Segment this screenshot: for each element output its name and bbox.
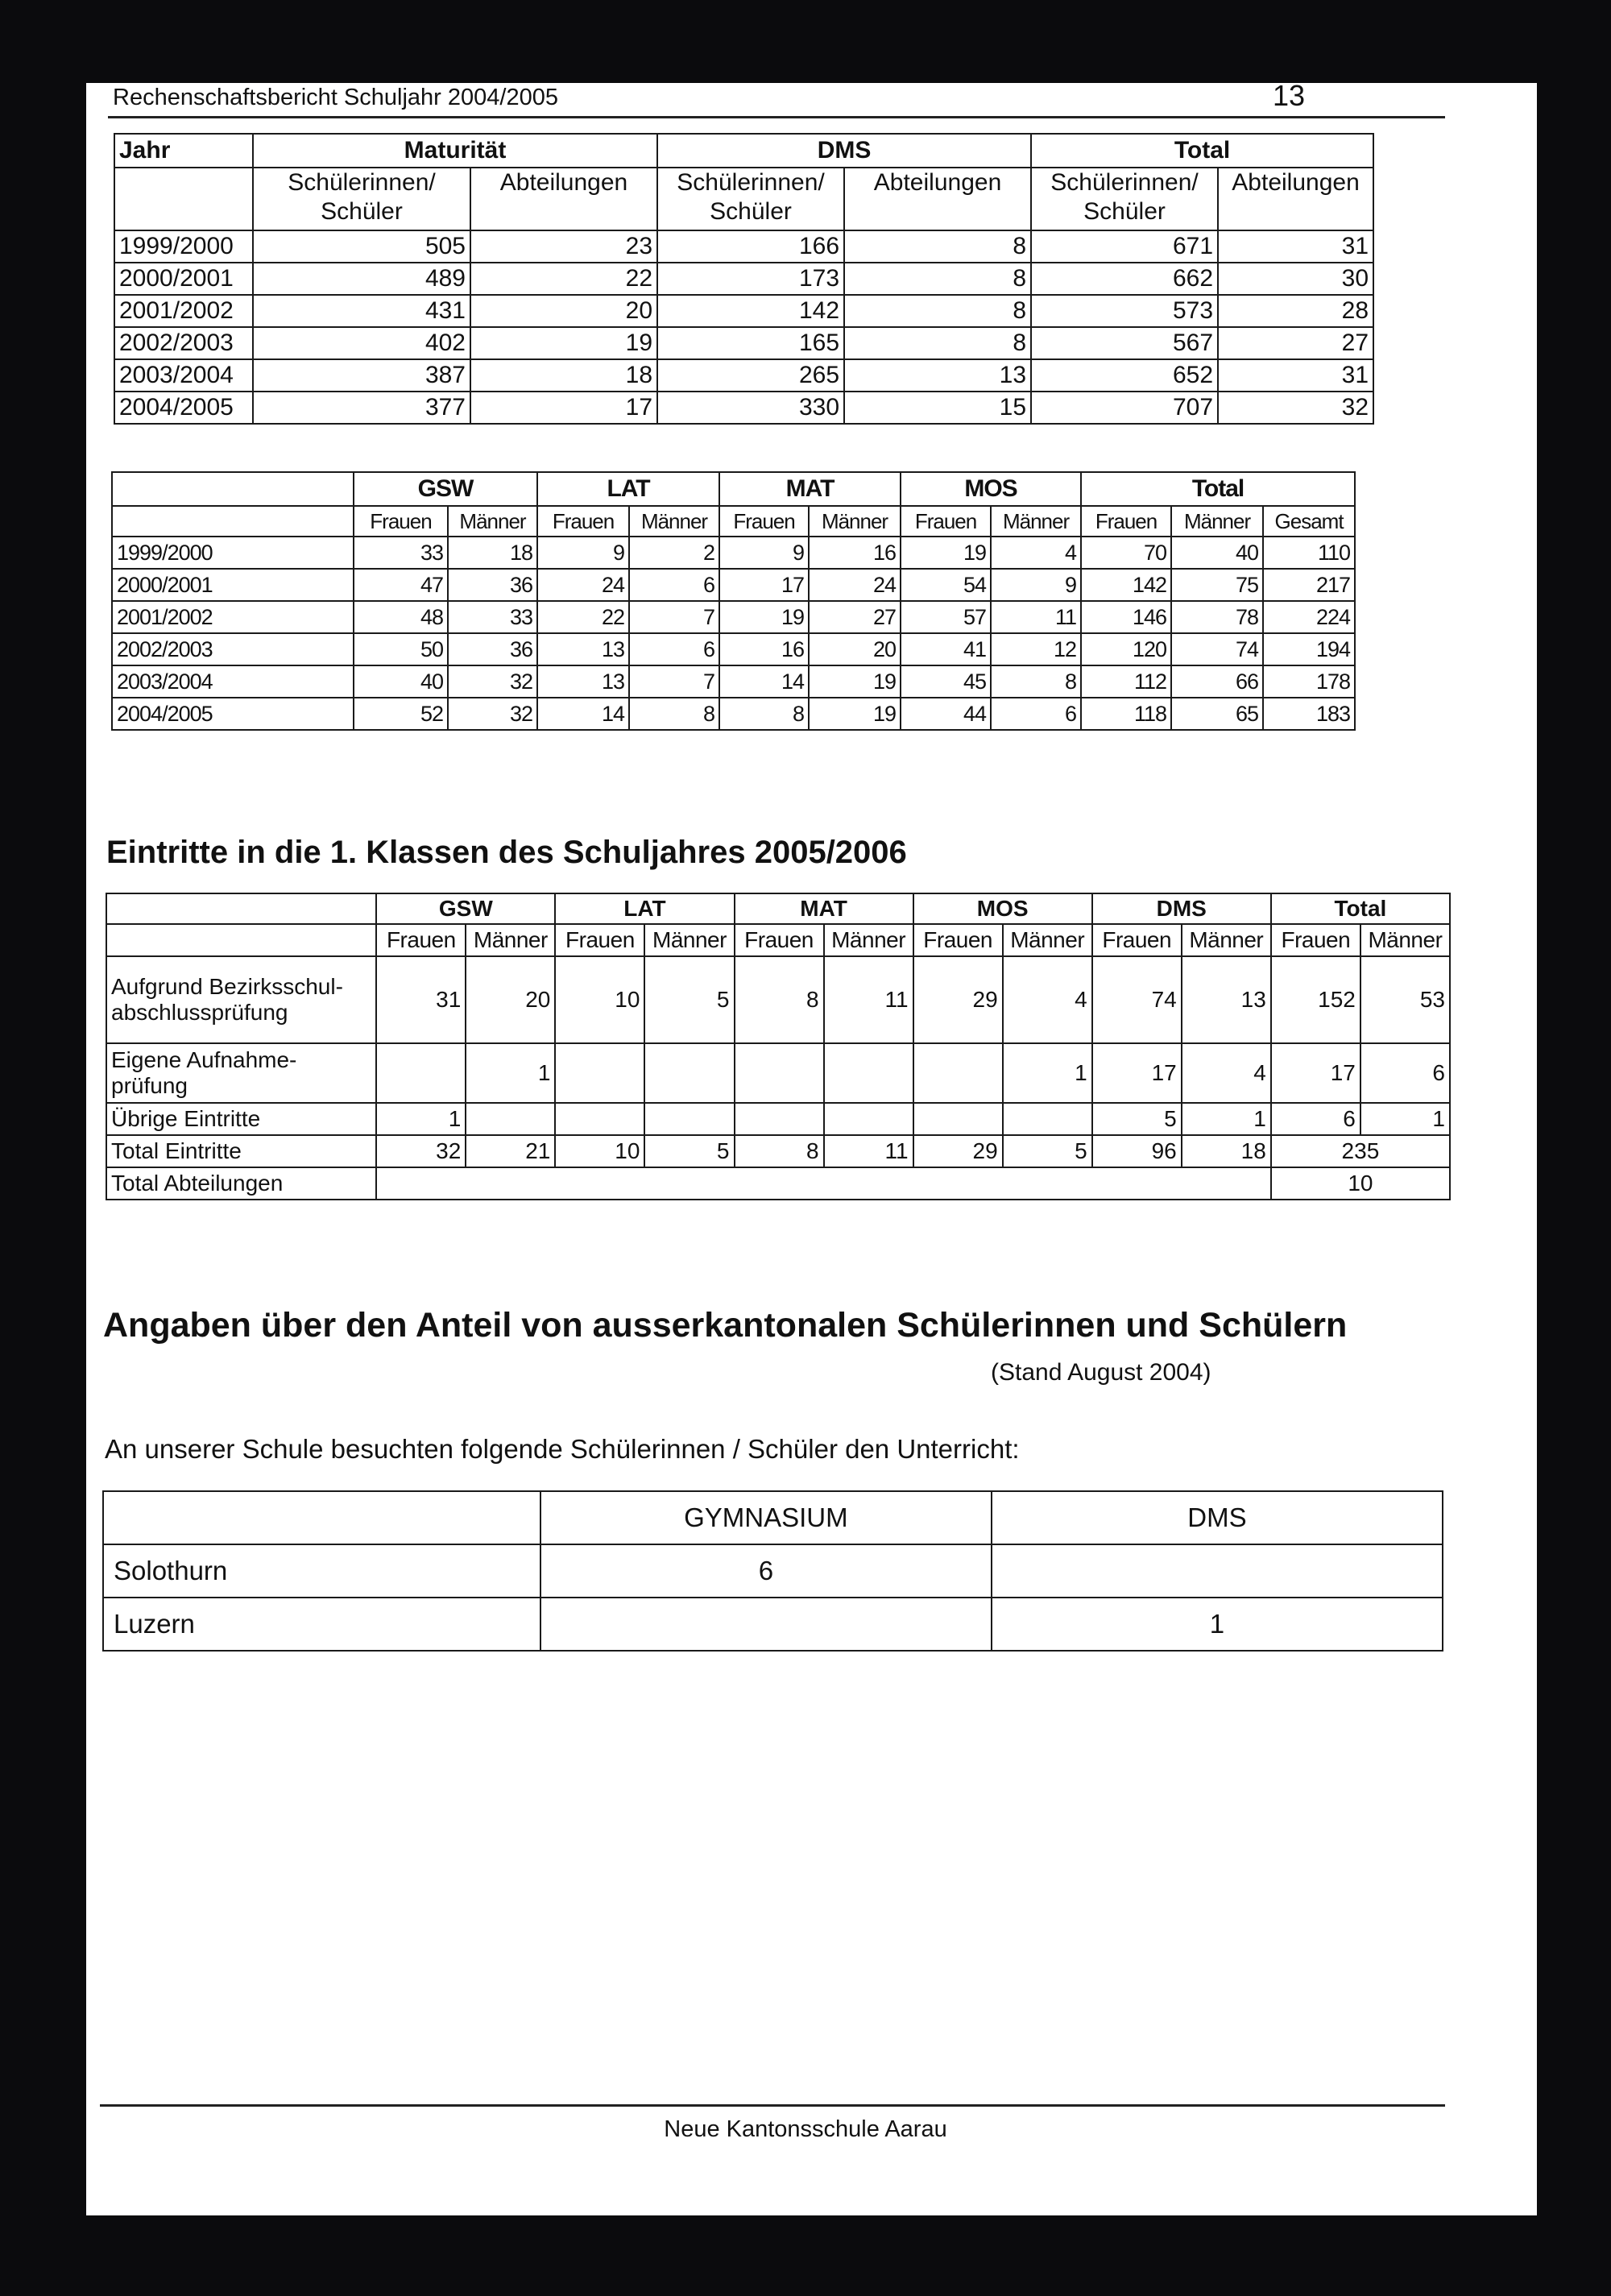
cell-value: 194 [1263, 633, 1355, 665]
cell-value: 23 [470, 230, 657, 263]
cell-value [644, 1043, 734, 1103]
cell-value: 165 [657, 327, 844, 359]
subheader: Männer [1182, 924, 1271, 956]
cell-value: 8 [844, 295, 1031, 327]
cell-value: 9 [719, 537, 809, 569]
subheader: Schülerinnen/ Schüler [1031, 168, 1218, 230]
subheader: Frauen [719, 506, 809, 537]
cell-value: 40 [354, 665, 448, 698]
cell-value: 45 [901, 665, 991, 698]
subheader: Abteilungen [470, 168, 657, 230]
cell-value: 183 [1263, 698, 1355, 730]
table-row [114, 295, 1373, 327]
empty-cell [112, 506, 354, 537]
row-year: 2000/2001 [114, 263, 253, 295]
cell-value: 21 [466, 1135, 555, 1167]
table-row [112, 698, 1355, 730]
cell-value: 8 [844, 327, 1031, 359]
empty-cell [106, 924, 376, 956]
cell-value: 4 [991, 537, 1081, 569]
table-row [112, 569, 1355, 601]
cell-value: 17 [719, 569, 809, 601]
subheader: Frauen [1081, 506, 1171, 537]
subheader: Männer [1171, 506, 1263, 537]
cell-value [644, 1103, 734, 1135]
cell-value: 110 [1263, 537, 1355, 569]
cell-value: 29 [913, 956, 1003, 1043]
cell-value: 40 [1171, 537, 1263, 569]
cell-value: 1 [1182, 1103, 1271, 1135]
cell-value: 265 [657, 359, 844, 392]
row-year: 2003/2004 [114, 359, 253, 392]
cell-value: 78 [1171, 601, 1263, 633]
header-group: GSW [376, 893, 555, 924]
cell-value: 402 [253, 327, 470, 359]
header-divider [108, 116, 1445, 118]
cell-value: 6 [540, 1544, 992, 1598]
cell-value: 20 [466, 956, 555, 1043]
table-row [114, 263, 1373, 295]
cell-value: 32 [448, 698, 537, 730]
subheader: Männer [824, 924, 913, 956]
subheader: Frauen [376, 924, 466, 956]
cell-value: 662 [1031, 263, 1218, 295]
cell-value: 70 [1081, 537, 1171, 569]
cell-value: 6 [629, 633, 719, 665]
subheader: Frauen [555, 924, 644, 956]
cell-value: 9 [537, 537, 629, 569]
header-group: DMS [1092, 893, 1271, 924]
stand-date-note: (Stand August 2004) [991, 1359, 1211, 1386]
cell-value: 5 [644, 956, 734, 1043]
cell-value: 120 [1081, 633, 1171, 665]
subheader: Abteilungen [844, 168, 1031, 230]
cell-value [735, 1103, 824, 1135]
cell-value: 10 [555, 956, 644, 1043]
cell-value: 8 [844, 230, 1031, 263]
cell-value: 671 [1031, 230, 1218, 263]
cell-value: 36 [448, 633, 537, 665]
header-group: DMS [657, 134, 1031, 168]
header-group: Total [1081, 472, 1355, 506]
cell-value: 112 [1081, 665, 1171, 698]
cell-value: 8 [844, 263, 1031, 295]
cell-value: 19 [809, 698, 901, 730]
cell-value: 33 [448, 601, 537, 633]
cell-value: 22 [537, 601, 629, 633]
cell-value: 489 [253, 263, 470, 295]
cell-value: 4 [1003, 956, 1092, 1043]
cell-value: 24 [537, 569, 629, 601]
cell-value: 11 [824, 1135, 913, 1167]
table-subheader-row [106, 924, 1450, 956]
cell-value: 15 [844, 392, 1031, 424]
table-row [103, 1598, 1443, 1651]
subheader: Schülerinnen/ Schüler [253, 168, 470, 230]
empty-cell [103, 1491, 540, 1544]
cell-value: 57 [901, 601, 991, 633]
subheader: Frauen [913, 924, 1003, 956]
cell-value: 7 [629, 665, 719, 698]
cell-value: 1 [992, 1598, 1443, 1651]
table-header-row [103, 1491, 1443, 1544]
cell-value: 32 [376, 1135, 466, 1167]
cell-value: 31 [376, 956, 466, 1043]
section-title-out-of-canton: Angaben über den Anteil von ausserkantonalen Schülerinnen und Schülern [103, 1306, 1348, 1345]
cell-value: 2 [629, 537, 719, 569]
cell-value: 14 [719, 665, 809, 698]
subheader: Frauen [735, 924, 824, 956]
cell-value: 96 [1092, 1135, 1182, 1167]
cell-value: 27 [1218, 327, 1373, 359]
table-row [106, 1167, 1450, 1200]
table-body [114, 230, 1373, 424]
cell-value: 28 [1218, 295, 1373, 327]
subheader: Männer [991, 506, 1081, 537]
row-year: 2002/2003 [114, 327, 253, 359]
cell-value: 652 [1031, 359, 1218, 392]
row-year: 2004/2005 [114, 392, 253, 424]
table-body [106, 956, 1450, 1200]
cell-value: 6 [1271, 1103, 1360, 1135]
table-row [114, 392, 1373, 424]
cell-value: 224 [1263, 601, 1355, 633]
cell-value: 5 [1003, 1135, 1092, 1167]
row-year: 2003/2004 [112, 665, 354, 698]
header-group: MAT [719, 472, 901, 506]
cell-value [913, 1103, 1003, 1135]
cell-value: 36 [448, 569, 537, 601]
cell-value: 74 [1092, 956, 1182, 1043]
table-row [112, 601, 1355, 633]
cell-value: 74 [1171, 633, 1263, 665]
page-number: 13 [1272, 79, 1305, 112]
cell-value: 142 [657, 295, 844, 327]
cell-value: 142 [1081, 569, 1171, 601]
table-row [106, 1043, 1450, 1103]
row-label: Total Abteilungen [106, 1167, 376, 1200]
cell-value: 32 [1218, 392, 1373, 424]
header-group: Maturität [253, 134, 657, 168]
cell-value: 19 [470, 327, 657, 359]
cell-value: 11 [991, 601, 1081, 633]
cell-value: 66 [1171, 665, 1263, 698]
footer-divider [100, 2104, 1445, 2107]
cell-value [466, 1103, 555, 1135]
cell-value: 6 [629, 569, 719, 601]
cell-value: 20 [809, 633, 901, 665]
row-year: 1999/2000 [114, 230, 253, 263]
cell-value: 567 [1031, 327, 1218, 359]
cell-value [376, 1043, 466, 1103]
cell-value: 20 [470, 295, 657, 327]
row-year: 2002/2003 [112, 633, 354, 665]
subheader: Schülerinnen/ Schüler [657, 168, 844, 230]
table-row [106, 1103, 1450, 1135]
cell-value: 573 [1031, 295, 1218, 327]
cell-value: 22 [470, 263, 657, 295]
cell-value: 4 [1182, 1043, 1271, 1103]
row-year: 2001/2002 [112, 601, 354, 633]
header-year: Jahr [114, 134, 253, 168]
cell-value: 29 [913, 1135, 1003, 1167]
cell-value: 17 [1092, 1043, 1182, 1103]
cell-value: 1 [466, 1043, 555, 1103]
cell-value [992, 1544, 1443, 1598]
cell-value: 33 [354, 537, 448, 569]
cell-value: 53 [1360, 956, 1450, 1043]
cell-value: 118 [1081, 698, 1171, 730]
cell-value: 5 [644, 1135, 734, 1167]
cell-value: 44 [901, 698, 991, 730]
cell-value: 16 [809, 537, 901, 569]
cell-value: 505 [253, 230, 470, 263]
cell-value: 18 [448, 537, 537, 569]
cell-value: 217 [1263, 569, 1355, 601]
cell-value: 31 [1218, 359, 1373, 392]
cell-value: 8 [735, 1135, 824, 1167]
cell-value: 31 [1218, 230, 1373, 263]
cell-value: 1 [1360, 1103, 1450, 1135]
row-year: 2001/2002 [114, 295, 253, 327]
intro-text: An unserer Schule besuchten folgende Schülerinnen / Schüler den Unterricht: [105, 1434, 1020, 1464]
total-cell: 10 [1271, 1167, 1450, 1200]
footer-text: Neue Kantonsschule Aarau [664, 2116, 947, 2142]
cell-value: 10 [555, 1135, 644, 1167]
cell-value [735, 1043, 824, 1103]
cell-value: 30 [1218, 263, 1373, 295]
students-departments-table [114, 133, 1374, 425]
cell-value: 17 [470, 392, 657, 424]
cell-value [824, 1103, 913, 1135]
subheader: Frauen [1271, 924, 1360, 956]
empty-cell [106, 893, 376, 924]
header-group: GSW [354, 472, 537, 506]
cell-value: 8 [719, 698, 809, 730]
cell-value: 152 [1271, 956, 1360, 1043]
header-group: Total [1031, 134, 1373, 168]
cell-value: 27 [809, 601, 901, 633]
cell-value: 330 [657, 392, 844, 424]
row-year: 2004/2005 [112, 698, 354, 730]
subheader: Frauen [354, 506, 448, 537]
empty-cell [112, 472, 354, 506]
row-label: Eigene Aufnahme-prüfung [106, 1043, 376, 1103]
gender-by-profile-table [111, 471, 1356, 731]
subheader: Männer [629, 506, 719, 537]
header-title: Rechenschaftsbericht Schuljahr 2004/2005 [113, 85, 558, 110]
table-body [112, 537, 1355, 730]
cell-value: 377 [253, 392, 470, 424]
cell-value: 146 [1081, 601, 1171, 633]
cell-value: 19 [719, 601, 809, 633]
cell-value: 32 [448, 665, 537, 698]
cell-value: 173 [657, 263, 844, 295]
table-row [114, 327, 1373, 359]
header-group: Total [1271, 893, 1450, 924]
cell-value: 13 [1182, 956, 1271, 1043]
cell-value [1003, 1103, 1092, 1135]
table-row [103, 1544, 1443, 1598]
subheader: Frauen [537, 506, 629, 537]
cell-value [913, 1043, 1003, 1103]
total-cell: 235 [1271, 1135, 1450, 1167]
header-dms: DMS [992, 1491, 1443, 1544]
row-label: Total Eintritte [106, 1135, 376, 1167]
cell-value: 166 [657, 230, 844, 263]
cell-value: 24 [809, 569, 901, 601]
subheader: Frauen [901, 506, 991, 537]
cell-value: 18 [470, 359, 657, 392]
row-label: Aufgrund Bezirksschul-abschlussprüfung [106, 956, 376, 1043]
cell-value: 1 [376, 1103, 466, 1135]
header-gymnasium: GYMNASIUM [540, 1491, 992, 1544]
cell-value: 13 [537, 633, 629, 665]
subheader: Abteilungen [1218, 168, 1373, 230]
table-row [112, 537, 1355, 569]
row-label: Solothurn [103, 1544, 540, 1598]
header-group: MAT [735, 893, 913, 924]
cell-value: 16 [719, 633, 809, 665]
entries-table [106, 893, 1451, 1200]
row-label: Luzern [103, 1598, 540, 1651]
cell-value: 52 [354, 698, 448, 730]
table-row [114, 359, 1373, 392]
cell-value: 707 [1031, 392, 1218, 424]
empty-cell [114, 168, 253, 230]
cell-value: 13 [844, 359, 1031, 392]
cell-value: 6 [991, 698, 1081, 730]
cell-value [540, 1598, 992, 1651]
subheader: Männer [1003, 924, 1092, 956]
cell-value [555, 1103, 644, 1135]
cell-value: 18 [1182, 1135, 1271, 1167]
cell-value: 19 [809, 665, 901, 698]
cell-value: 12 [991, 633, 1081, 665]
cell-value: 8 [629, 698, 719, 730]
empty-cell [376, 1167, 1271, 1200]
out-of-canton-table [102, 1490, 1443, 1652]
cell-value: 11 [824, 956, 913, 1043]
table-row [114, 230, 1373, 263]
cell-value: 14 [537, 698, 629, 730]
table-row [112, 633, 1355, 665]
table-header-row [106, 893, 1450, 924]
subheader: Männer [1360, 924, 1450, 956]
header-group: MOS [901, 472, 1081, 506]
section-title-entries: Eintritte in die 1. Klassen des Schuljahres 2005/2006 [106, 835, 907, 870]
subheader: Gesamt [1263, 506, 1355, 537]
cell-value: 54 [901, 569, 991, 601]
header-group: MOS [913, 893, 1092, 924]
subheader: Männer [466, 924, 555, 956]
cell-value: 6 [1360, 1043, 1450, 1103]
cell-value: 9 [991, 569, 1081, 601]
table-row [112, 665, 1355, 698]
cell-value: 8 [735, 956, 824, 1043]
table-subheader-row [114, 168, 1373, 230]
table-subheader-row [112, 506, 1355, 537]
cell-value: 75 [1171, 569, 1263, 601]
row-year: 1999/2000 [112, 537, 354, 569]
row-label: Übrige Eintritte [106, 1103, 376, 1135]
cell-value: 19 [901, 537, 991, 569]
cell-value [555, 1043, 644, 1103]
table-header-row [114, 134, 1373, 168]
cell-value: 5 [1092, 1103, 1182, 1135]
cell-value [824, 1043, 913, 1103]
cell-value: 65 [1171, 698, 1263, 730]
subheader: Männer [644, 924, 734, 956]
cell-value: 48 [354, 601, 448, 633]
cell-value: 17 [1271, 1043, 1360, 1103]
cell-value: 387 [253, 359, 470, 392]
cell-value: 41 [901, 633, 991, 665]
table-row [106, 1135, 1450, 1167]
row-year: 2000/2001 [112, 569, 354, 601]
cell-value: 8 [991, 665, 1081, 698]
cell-value: 47 [354, 569, 448, 601]
cell-value: 7 [629, 601, 719, 633]
cell-value: 50 [354, 633, 448, 665]
subheader: Frauen [1092, 924, 1182, 956]
header-group: LAT [555, 893, 734, 924]
table-row [106, 956, 1450, 1043]
cell-value: 431 [253, 295, 470, 327]
subheader: Männer [448, 506, 537, 537]
table-header-row [112, 472, 1355, 506]
cell-value: 1 [1003, 1043, 1092, 1103]
cell-value: 13 [537, 665, 629, 698]
cell-value: 178 [1263, 665, 1355, 698]
header-group: LAT [537, 472, 719, 506]
subheader: Männer [809, 506, 901, 537]
